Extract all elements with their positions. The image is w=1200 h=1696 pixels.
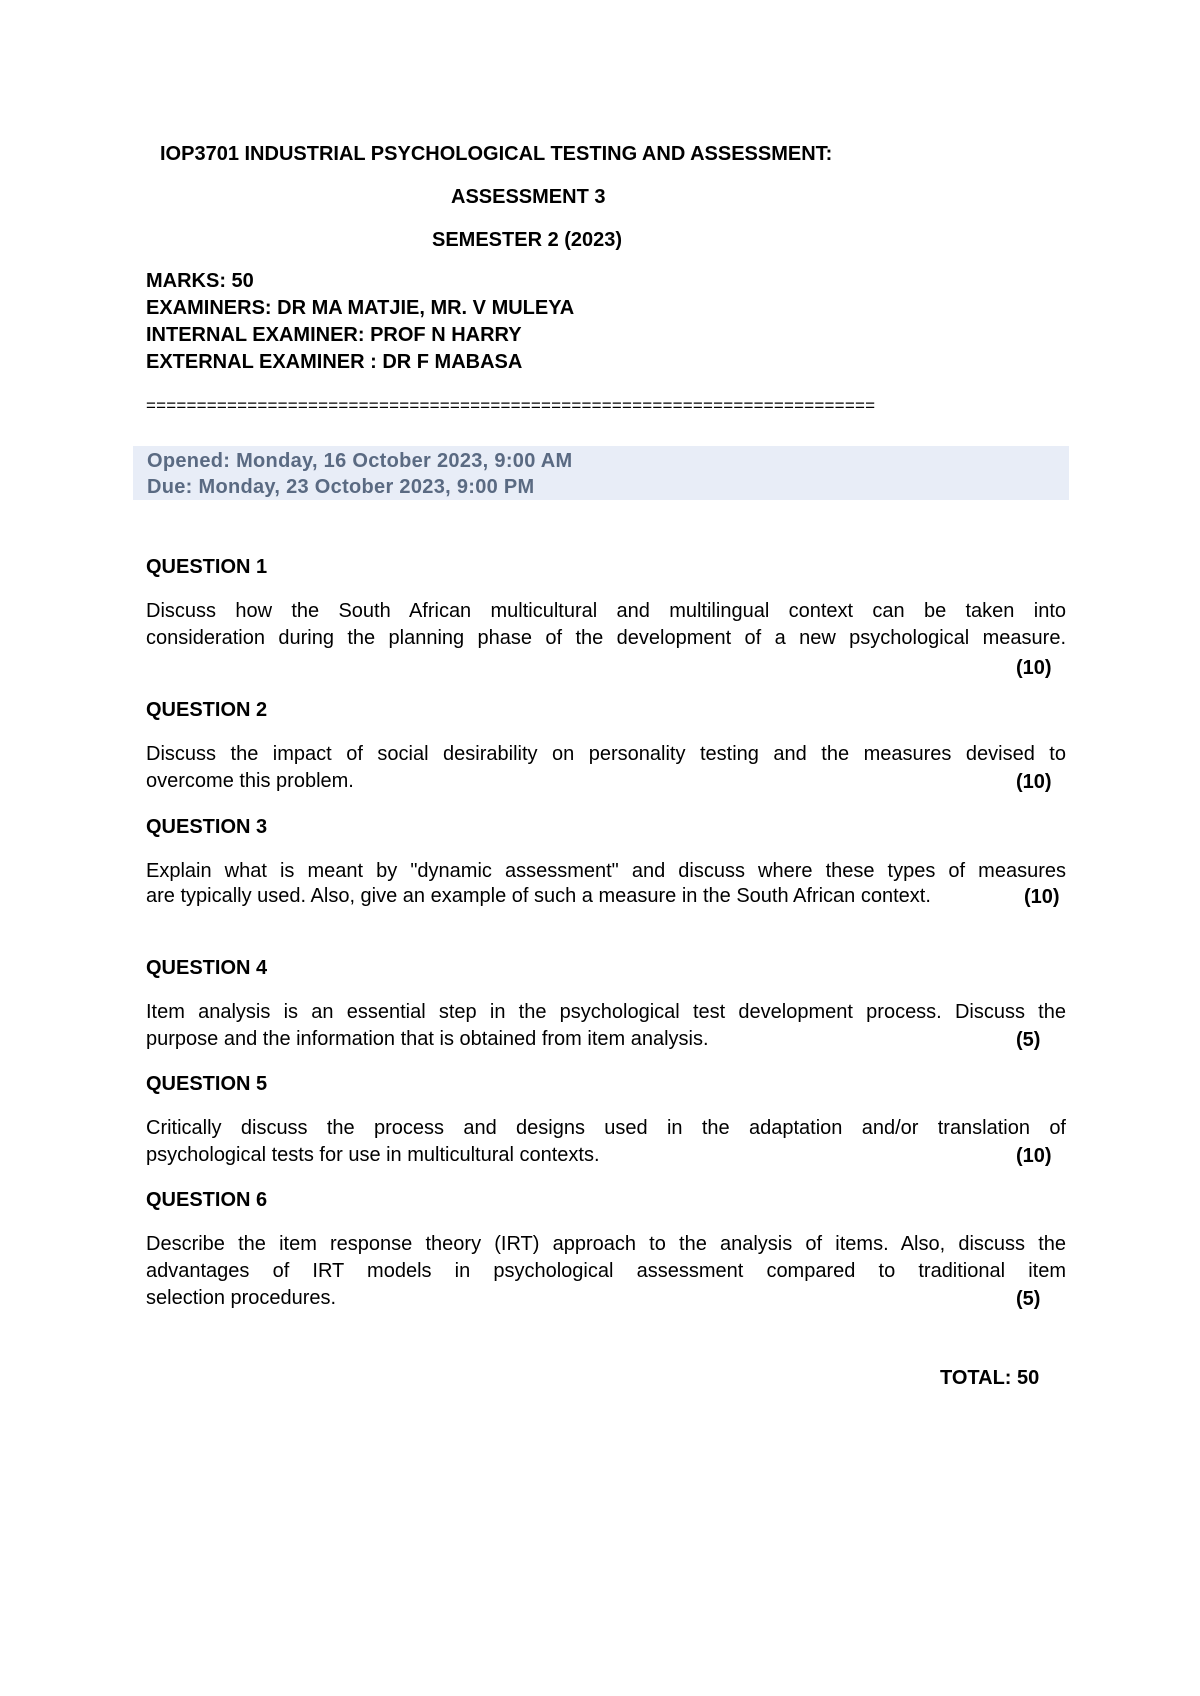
question-3-title: QUESTION 3 xyxy=(146,816,268,838)
question-4-line-1: Item analysis is an essential step in the psychological test development process. Discuss the xyxy=(146,1001,1066,1023)
question-5-line-1: Critically discuss the process and designs used in the adaptation and/or translation of xyxy=(146,1117,1066,1139)
question-3-marks: (10) xyxy=(1024,886,1060,908)
internal-examiner-line: INTERNAL EXAMINER: PROF N HARRY xyxy=(146,324,522,346)
question-4-title: QUESTION 4 xyxy=(146,957,268,979)
question-6-line-2: advantages of IRT models in psychological assessment compared to traditional item xyxy=(146,1260,1066,1282)
question-5-title: QUESTION 5 xyxy=(146,1073,268,1095)
question-6-line-1: Describe the item response theory (IRT) approach to the analysis of items. Also, discuss the xyxy=(146,1233,1066,1255)
question-6-marks: (5) xyxy=(1016,1288,1041,1310)
question-1-line-1: Discuss how the South African multicultural and multilingual context can be taken into xyxy=(146,600,1066,622)
assessment-title: ASSESSMENT 3 xyxy=(451,186,606,208)
question-5-marks: (10) xyxy=(1016,1145,1052,1167)
semester-title: SEMESTER 2 (2023) xyxy=(432,229,623,251)
question-1-title: QUESTION 1 xyxy=(146,556,268,578)
dates-box xyxy=(133,446,1069,500)
external-examiner-line: EXTERNAL EXAMINER : DR F MABASA xyxy=(146,351,523,373)
marks-line: MARKS: 50 xyxy=(146,270,254,292)
question-2-line-2: overcome this problem. xyxy=(146,770,354,792)
divider-line: ======================================================================== xyxy=(146,396,876,415)
assessment-meta xyxy=(146,268,574,376)
question-6-title: QUESTION 6 xyxy=(146,1189,268,1211)
opened-date: Opened: Monday, 16 October 2023, 9:00 AM xyxy=(147,450,573,472)
question-1-marks: (10) xyxy=(1016,657,1052,679)
question-3-line-2: are typically used. Also, give an example of such a measure in the South African context. xyxy=(146,885,931,907)
total-marks: TOTAL: 50 xyxy=(940,1367,1040,1389)
question-5-line-2: psychological tests for use in multicultural contexts. xyxy=(146,1144,600,1166)
question-3-line-1: Explain what is meant by "dynamic assessment" and discuss where these types of measures xyxy=(146,860,1066,882)
question-2-title: QUESTION 2 xyxy=(146,699,268,721)
question-4-marks: (5) xyxy=(1016,1029,1041,1051)
course-title: IOP3701 INDUSTRIAL PSYCHOLOGICAL TESTING AND ASSESSMENT: xyxy=(160,143,833,165)
examiners-line: EXAMINERS: DR MA MATJIE, MR. V MULEYA xyxy=(146,297,575,319)
due-date: Due: Monday, 23 October 2023, 9:00 PM xyxy=(147,476,535,498)
question-2-line-1: Discuss the impact of social desirability on personality testing and the measures devised to xyxy=(146,743,1066,765)
question-6-line-3: selection procedures. xyxy=(146,1287,337,1309)
question-4-line-2: purpose and the information that is obtained from item analysis. xyxy=(146,1028,709,1050)
question-2-marks: (10) xyxy=(1016,771,1052,793)
question-1-line-2: consideration during the planning phase of the development of a new psychological measure. xyxy=(146,627,1066,649)
